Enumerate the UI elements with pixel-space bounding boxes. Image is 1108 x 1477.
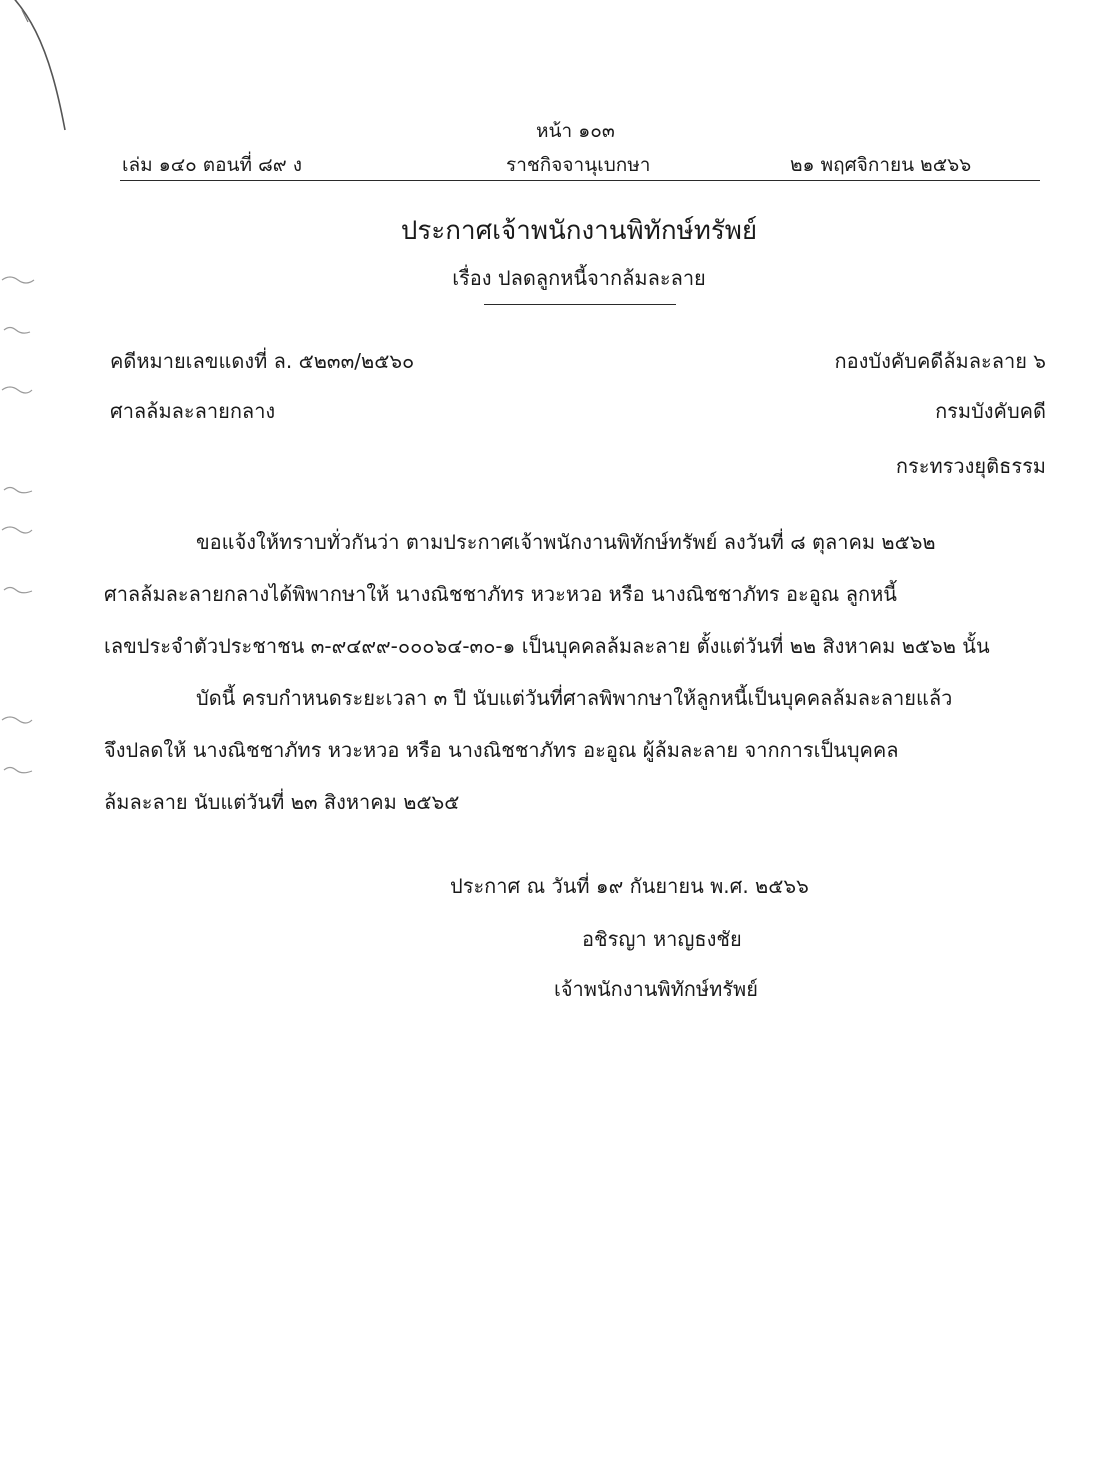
paragraph-line: บัดนี้ ครบกำหนดระยะเวลา ๓ ปี นับแต่วันที่ศาลพิพากษาให้ลูกหนี้เป็นบุคคลล้มละลายแล้ว <box>196 686 953 710</box>
case-number: คดีหมายเลขแดงที่ ล. ๕๒๓๓/๒๕๖๐ <box>110 349 415 373</box>
body-paragraph-1 <box>104 516 1042 672</box>
gazette-name: ราชกิจจานุเบกษา <box>506 154 651 176</box>
body-paragraph-2 <box>104 672 1042 828</box>
paragraph-line: ล้มละลาย นับแต่วันที่ ๒๓ สิงหาคม ๒๕๖๕ <box>104 790 460 814</box>
announcement-subject: เรื่อง ปลดลูกหนี้จากล้มละลาย <box>452 266 706 290</box>
title-underline <box>484 304 676 305</box>
paragraph-line: ศาลล้มละลายกลางได้พิพากษาให้ นางณิชชาภัทร หวะหวอ หรือ นางณิชชาภัทร อะอูณ ลูกหนี้ <box>104 582 897 606</box>
announcement-date: ประกาศ ณ วันที่ ๑๙ กันยายน พ.ศ. ๒๕๖๖ <box>450 874 809 898</box>
signatory-name: อชิรญา หาญธงชัย <box>582 927 742 951</box>
header-divider <box>120 180 1040 181</box>
bleed-through-margin <box>0 260 40 800</box>
page-number: หน้า ๑๐๓ <box>536 120 615 142</box>
court-name: ศาลล้มละลายกลาง <box>110 399 276 423</box>
division-name: กองบังคับคดีล้มละลาย ๖ <box>834 349 1046 373</box>
department-name: กรมบังคับคดี <box>935 399 1046 423</box>
signatory-position: เจ้าพนักงานพิทักษ์ทรัพย์ <box>554 977 758 1001</box>
scan-edge-arc <box>0 0 80 160</box>
ministry-name: กระทรวงยุติธรรม <box>895 454 1046 478</box>
publication-date: ๒๑ พฤศจิกายน ๒๕๖๖ <box>790 154 972 176</box>
paragraph-line: จึงปลดให้ นางณิชชาภัทร หวะหวอ หรือ นางณิชชาภัทร อะอูณ ผู้ล้มละลาย จากการเป็นบุคคล <box>104 738 899 762</box>
paragraph-line: ขอแจ้งให้ทราบทั่วกันว่า ตามประกาศเจ้าพนักงานพิทักษ์ทรัพย์ ลงวันที่ ๘ ตุลาคม ๒๕๖๒ <box>196 530 936 554</box>
paragraph-line: เลขประจำตัวประชาชน ๓-๙๔๙๙-๐๐๐๖๔-๓๐-๑ เป็นบุคคลล้มละลาย ตั้งแต่วันที่ ๒๒ สิงหาคม ๒๕๖๒ นั้น <box>104 634 990 658</box>
volume-issue: เล่ม ๑๔๐ ตอนที่ ๘๙ ง <box>122 154 302 176</box>
announcement-title: ประกาศเจ้าพนักงานพิทักษ์ทรัพย์ <box>400 216 758 246</box>
